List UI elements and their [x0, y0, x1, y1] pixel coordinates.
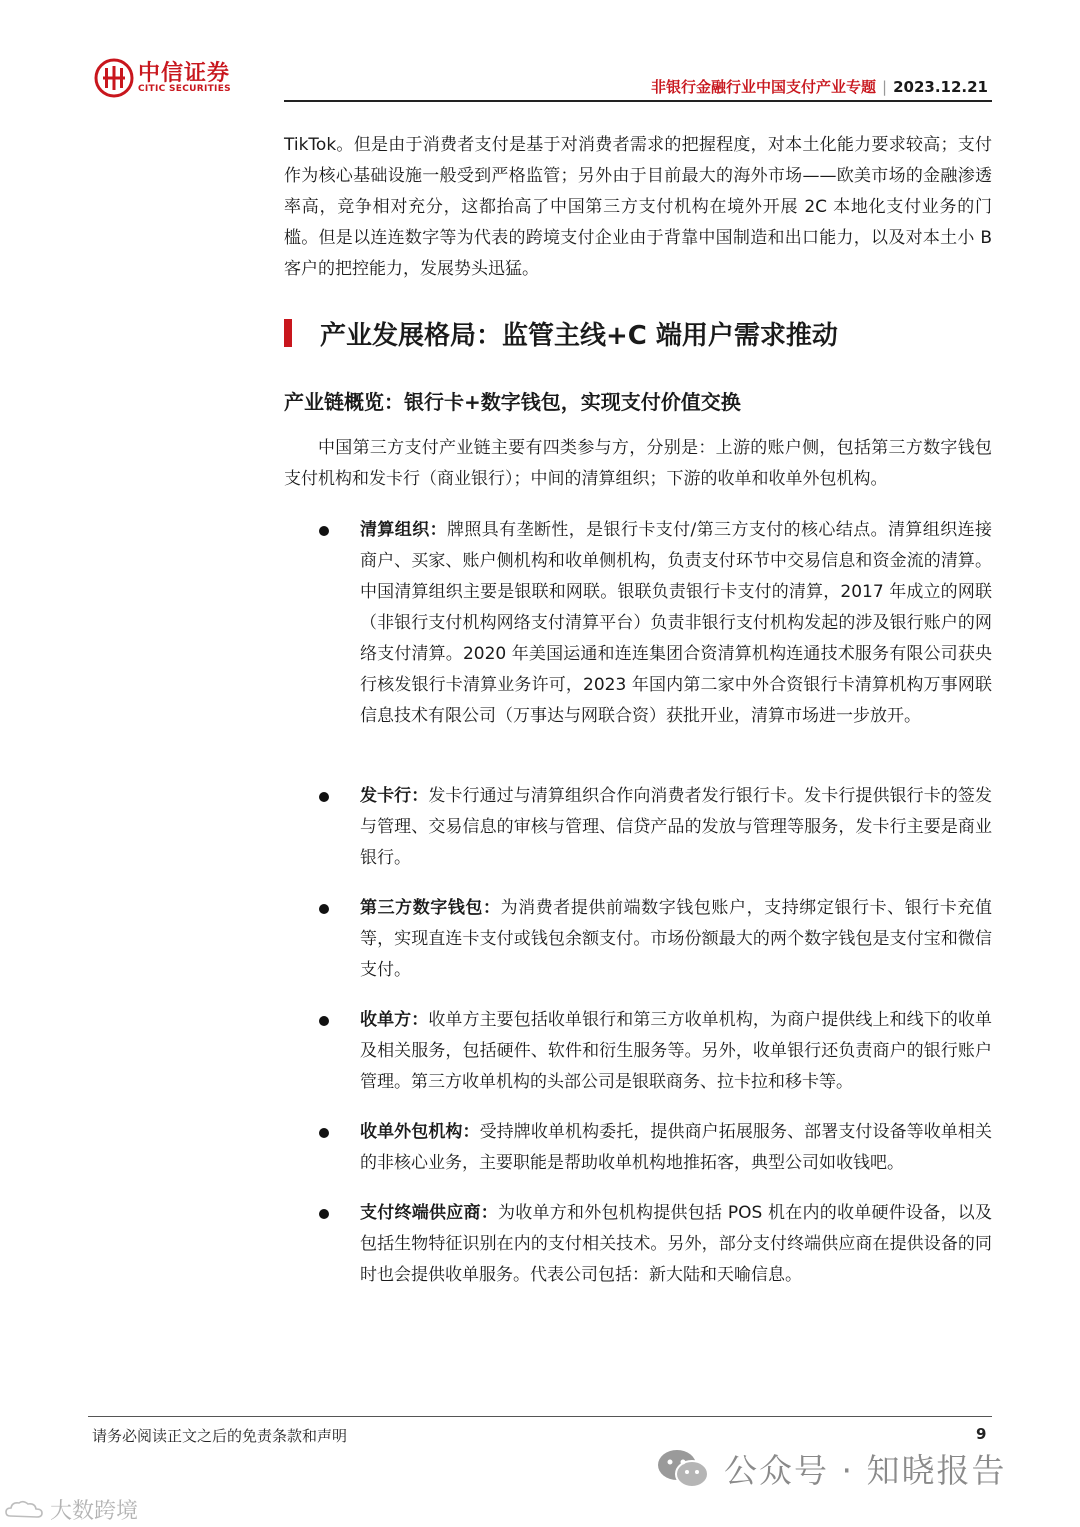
bullet-acquirer [360, 1005, 992, 1098]
bullet-body: 收单方主要包括收单银行和第三方收单机构，为商户提供线上和线下的收单及相关服务，包括硬件、软件和衍生服务等。另外，收单银行还负责商户的银行账户管理。第三方收单机构的头部公司是银联商务、拉卡拉和移卡等。 [360, 1010, 993, 1092]
bullet-lead: 清算组织： [360, 520, 447, 540]
bullet-dot [319, 792, 329, 802]
bullet-body: 为消费者提供前端数字钱包账户，支持绑定银行卡、银行卡充值等，实现直连卡支付或钱包余额支付。市场份额最大的两个数字钱包是支付宝和微信支付。 [360, 898, 993, 980]
citic-logo-icon [94, 58, 134, 98]
bullet-terminal-supplier [360, 1198, 992, 1291]
report-title-text: 非银行金融行业中国支付产业专题 [651, 78, 877, 96]
header-divider [284, 100, 992, 102]
bullet-digital-wallet [360, 893, 992, 986]
section-marker [284, 319, 292, 347]
page-header [0, 0, 1080, 110]
wechat-watermark [656, 1445, 1006, 1492]
logo-english-name: CITIC SECURITIES [138, 84, 231, 94]
bullet-lead: 支付终端供应商： [360, 1203, 499, 1223]
page-number: 9 [976, 1425, 987, 1443]
bullet-text [360, 1198, 992, 1291]
bullet-dot [319, 526, 329, 536]
bullet-text [360, 515, 992, 732]
bullet-dot [319, 1016, 329, 1026]
bullet-lead: 收单外包机构： [360, 1122, 480, 1142]
report-date: 2023.12.21 [893, 78, 988, 96]
watermark-text: 公众号 · 知晓报告 [724, 1451, 1007, 1490]
report-title [651, 76, 988, 97]
title-separator: | [882, 78, 888, 96]
bullet-body: 牌照具有垄断性，是银行卡支付/第三方支付的核心结点。清算组织连接商户、买家、账户侧机构和收单侧机构，负责支付环节中交易信息和资金流的清算。中国清算组织主要是银联和网联。银联负责银行卡支付的清算，2017 年成立的网联（非银行支付机构网络支付清算平台）负责非银行支付机构发起的涉及银行账户的网络支付清算。2020 年美国运通和连连集团合资清算机构连通技术服务有限公司获央行核发银行卡清算业务许可，2023 年国内第二家中外合资银行卡清算机构万事网联信息技术有限公司（万事达与网联合资）获批开业，清算市场进一步放开。 [360, 520, 992, 726]
bullet-text [360, 781, 992, 874]
bullet-dot [319, 1209, 329, 1219]
logo-chinese-name: 中信证券 [138, 61, 231, 86]
bullet-dot [319, 904, 329, 914]
bullet-body: 受持牌收单机构委托，提供商户拓展服务、部署支付设备等收单相关的非核心业务，主要职能是帮助收单机构地推拓客，典型公司如收钱吧。 [360, 1122, 993, 1173]
bullet-body: 为收单方和外包机构提供包括 POS 机在内的收单硬件设备，以及包括生物特征识别在内的支付相关技术。另外，部分支付终端供应商在提供设备的同时也会提供收单服务。代表公司包括：新大陆和天喻信息。 [360, 1203, 993, 1285]
bullet-lead: 第三方数字钱包： [360, 898, 501, 918]
bullet-body: 发卡行通过与清算组织合作向消费者发行银行卡。发卡行提供银行卡的签发与管理、交易信息的审核与管理、信贷产品的发放与管理等服务，发卡行主要是商业银行。 [360, 786, 993, 868]
section-title: 产业发展格局：监管主线+C 端用户需求推动 [320, 320, 838, 351]
corner-watermark [4, 1494, 138, 1525]
cloud-logo-icon [4, 1499, 44, 1521]
bullet-text [360, 1117, 992, 1179]
bullet-outsourcing [360, 1117, 992, 1179]
disclaimer-note: 请务必阅读正文之后的免责条款和声明 [92, 1427, 348, 1445]
intro-text: 中国第三方支付产业链主要有四类参与方，分别是：上游的账户侧，包括第三方数字钱包支付机构和发卡行（商业银行）；中间的清算组织；下游的收单和收单外包机构。 [284, 438, 992, 489]
wechat-icon [656, 1448, 710, 1490]
continuation-paragraph [284, 130, 992, 285]
bullet-issuer [360, 781, 992, 874]
bullet-lead: 发卡行： [360, 786, 429, 806]
footer-divider [88, 1416, 992, 1417]
bullet-text [360, 893, 992, 986]
section-heading [284, 313, 838, 353]
bullet-text [360, 1005, 992, 1098]
bullet-lead: 收单方： [360, 1010, 429, 1030]
continuation-text: TikTok。但是由于消费者支付是基于对消费者需求的把握程度，对本土化能力要求较高；支付作为核心基础设施一般受到严格监管；另外由于目前最大的海外市场——欧美市场的金融渗透率高，竞争相对充分，这都抬高了中国第三方支付机构在境外开展 2C 本地化支付业务的门槛。但是以连连数字等为代表的跨境支付企业由于背靠中国制造和出口能力，以及对本土小 B 客户的把控能力，发展势头迅猛。 [284, 135, 992, 279]
bullet-dot [319, 1128, 329, 1138]
bullet-clearing [360, 515, 992, 732]
corner-watermark-text: 大数跨境 [50, 1499, 139, 1524]
intro-paragraph [284, 433, 992, 495]
subsection-title: 产业链概览：银行卡+数字钱包，实现支付价值交换 [284, 390, 741, 414]
